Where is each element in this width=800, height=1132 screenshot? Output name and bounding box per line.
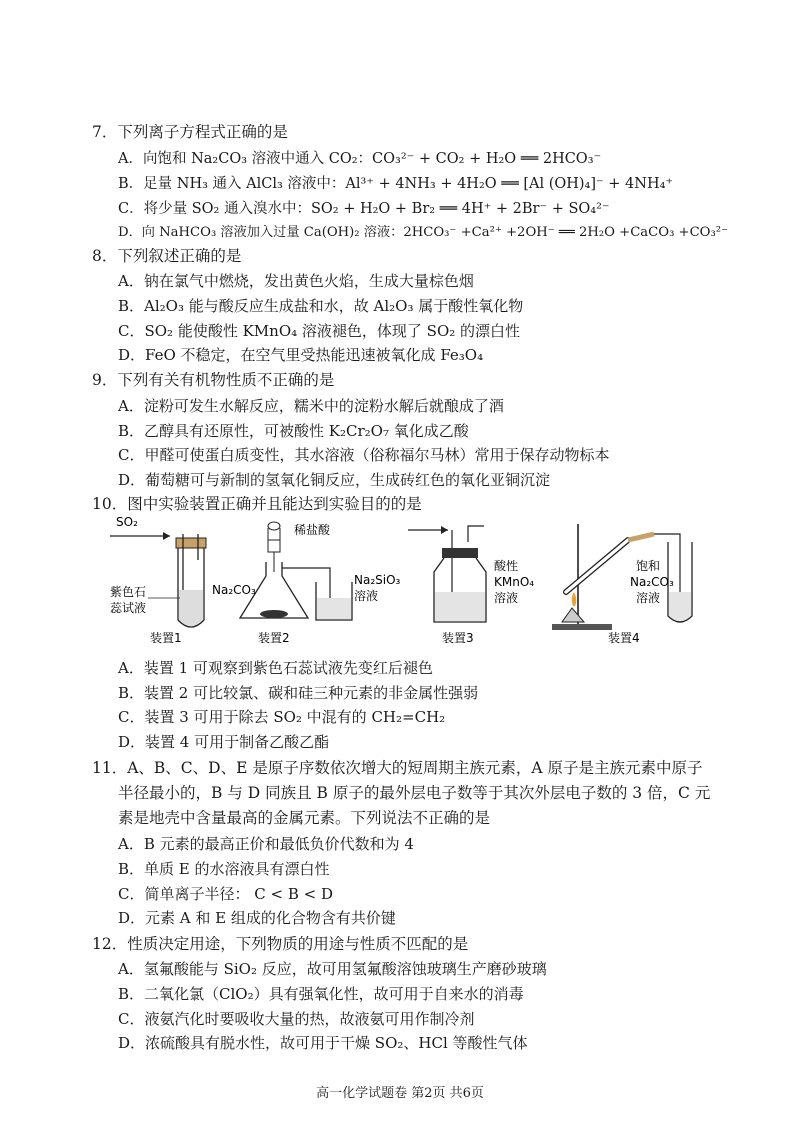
device-3 [408, 526, 534, 645]
q12-option-a: A．氢氟酸能与 SiO₂ 反应，故可用氢氟酸溶蚀玻璃生产磨砂玻璃 [118, 960, 547, 978]
litmus-solution [179, 590, 203, 626]
page-footer: 高一化学试题卷 第2页 共6页 [316, 1086, 484, 1101]
hcl-label: 稀盐酸 [294, 523, 331, 537]
q7-option-d: D．向 NaHCO₃ 溶液加入过量 Ca(OH)₂ 溶液：2HCO₃⁻ +Ca²⁺ +2OH⁻ ══ 2H₂O +CaCO₃ +CO₃²⁻ [118, 225, 729, 240]
q8-option-c: C．SO₂ 能使酸性 KMnO₄ 溶液褪色，体现了 SO₂ 的漂白性 [118, 322, 521, 340]
q10-option-d: D．装置 4 可用于制备乙酸乙酯 [118, 733, 330, 751]
q9-option-d: D．葡萄糖可与新制的氢氧化铜反应，生成砖红色的氧化亚铜沉淀 [118, 471, 551, 489]
device-1 [110, 515, 206, 645]
q12-option-d: D．浓硫酸具有脱水性，故可用于干燥 SO₂、HCl 等酸性气体 [118, 1034, 528, 1052]
q10-option-c: C．装置 3 可用于除去 SO₂ 中混有的 CH₂=CH₂ [118, 708, 446, 726]
q12-stem: 12．性质决定用途，下列物质的用途与性质不匹配的是 [92, 935, 469, 953]
q8-option-a: A．钠在氯气中燃烧，发出黄色火焰，生成大量棕色烟 [118, 272, 474, 290]
kmno4-label: KMnO₄ [494, 575, 535, 589]
na2co3-label-4: Na₂CO₃ [630, 575, 674, 589]
reaction-test-tube-inner [566, 540, 628, 592]
solution-label-4: 溶液 [636, 591, 661, 605]
q11-option-c: C．简单离子半径： C < B < D [118, 885, 333, 903]
kmno4-solution [435, 592, 485, 621]
q11-stem-line-3: 素是地壳中含量最高的金属元素。下列说法不正确的是 [118, 809, 491, 827]
na2co3-solution-4 [669, 592, 691, 621]
na2co3-solid [260, 610, 288, 618]
q9-option-c: C．甲醛可使蛋白质变性，其水溶液（俗称福尔马林）常用于保存动物标本 [118, 446, 610, 464]
litmus-label-1: 紫色石 [110, 585, 147, 599]
q11-stem-line-2: 半径最小的，B 与 D 同族且 B 原子的最外层电子数等于其次外层电子数的 3 倍，C 元 [118, 784, 711, 802]
litmus-label-2: 蕊试液 [110, 601, 147, 615]
na2sio3-solution [317, 598, 351, 619]
iron-stand-base [552, 624, 612, 630]
device-2 [212, 522, 401, 645]
device-4 [552, 524, 692, 645]
acidic-label: 酸性 [494, 559, 519, 573]
device-2-caption: 装置2 [258, 631, 290, 645]
q8-stem: 8．下列叙述正确的是 [92, 247, 242, 265]
device-4-caption: 装置4 [608, 631, 640, 645]
arrow-head-icon [441, 526, 448, 534]
q9-option-b: B．乙醇具有还原性，可被酸性 K₂Cr₂O₇ 氧化成乙酸 [118, 422, 469, 440]
stopper-4 [628, 534, 654, 540]
q9-stem: 9．下列有关有机物性质不正确的是 [92, 371, 335, 389]
alcohol-lamp [562, 608, 584, 622]
device-3-caption: 装置3 [442, 631, 474, 645]
q7-option-c: C．将少量 SO₂ 通入溴水中：SO₂ + H₂O + Br₂ ══ 4H⁺ + 2Br⁻ + SO₄²⁻ [118, 201, 610, 217]
q11-stem-line-1: 11．A、B、C、D、E 是原子序数依次增大的短周期主族元素，A 原子是主族元素中原子 [92, 759, 703, 777]
q7-option-b: B．足量 NH₃ 通入 AlCl₃ 溶液中：Al³⁺ + 4NH₃ + 4H₂O ══ [Al (OH)₄]⁻ + 4NH₄⁺ [118, 176, 674, 192]
q7-stem: 7．下列离子方程式正确的是 [92, 123, 288, 141]
arrow-head-icon [163, 532, 170, 540]
solution-label-3: 溶液 [494, 591, 519, 605]
short-tube [468, 526, 484, 542]
device-1-caption: 装置1 [150, 631, 182, 645]
funnel-top [268, 522, 280, 530]
solution-label: 溶液 [354, 589, 379, 603]
na2sio3-label: Na₂SiO₃ [354, 573, 401, 587]
so2-label: SO₂ [116, 515, 138, 529]
q12-option-c: C．液氨汽化时要吸收大量的热，故液氨可用作制冷剂 [118, 1010, 475, 1028]
q10-option-a: A．装置 1 可观察到紫色石蕊试液先变红后褪色 [118, 659, 433, 677]
experiment-apparatus-figure [108, 512, 708, 652]
q8-option-d: D．FeO 不稳定，在空气里受热能迅速被氧化成 Fe₃O₄ [118, 346, 484, 364]
q9-option-a: A．淀粉可发生水解反应，糯米中的淀粉水解后就酿成了酒 [118, 397, 504, 415]
flame-icon [572, 592, 577, 606]
q11-option-d: D．元素 A 和 E 组成的化合物含有共价键 [118, 909, 396, 927]
q7-option-a: A．向饱和 Na₂CO₃ 溶液中通入 CO₂：CO₃²⁻ + CO₂ + H₂O ══ 2HCO₃⁻ [118, 151, 602, 167]
q12-option-b: B．二氧化氯（ClO₂）具有强氧化性，故可用于自来水的消毒 [118, 985, 524, 1003]
q10-stem: 10．图中实验装置正确并且能达到实验目的的是 [92, 495, 422, 513]
na2co3-label: Na₂CO₃ [212, 583, 256, 597]
q11-option-b: B．单质 E 的水溶液具有漂白性 [118, 860, 330, 878]
q10-option-b: B．装置 2 可比较氯、碳和硅三种元素的非金属性强弱 [118, 684, 479, 702]
q11-option-a: A．B 元素的最高正价和最低负价代数和为 4 [118, 835, 414, 853]
saturated-label: 饱和 [636, 559, 661, 573]
stopper [176, 538, 206, 548]
bottle-stopper [442, 548, 478, 558]
q8-option-b: B．Al₂O₃ 能与酸反应生成盐和水，故 Al₂O₃ 属于酸性氧化物 [118, 297, 524, 315]
